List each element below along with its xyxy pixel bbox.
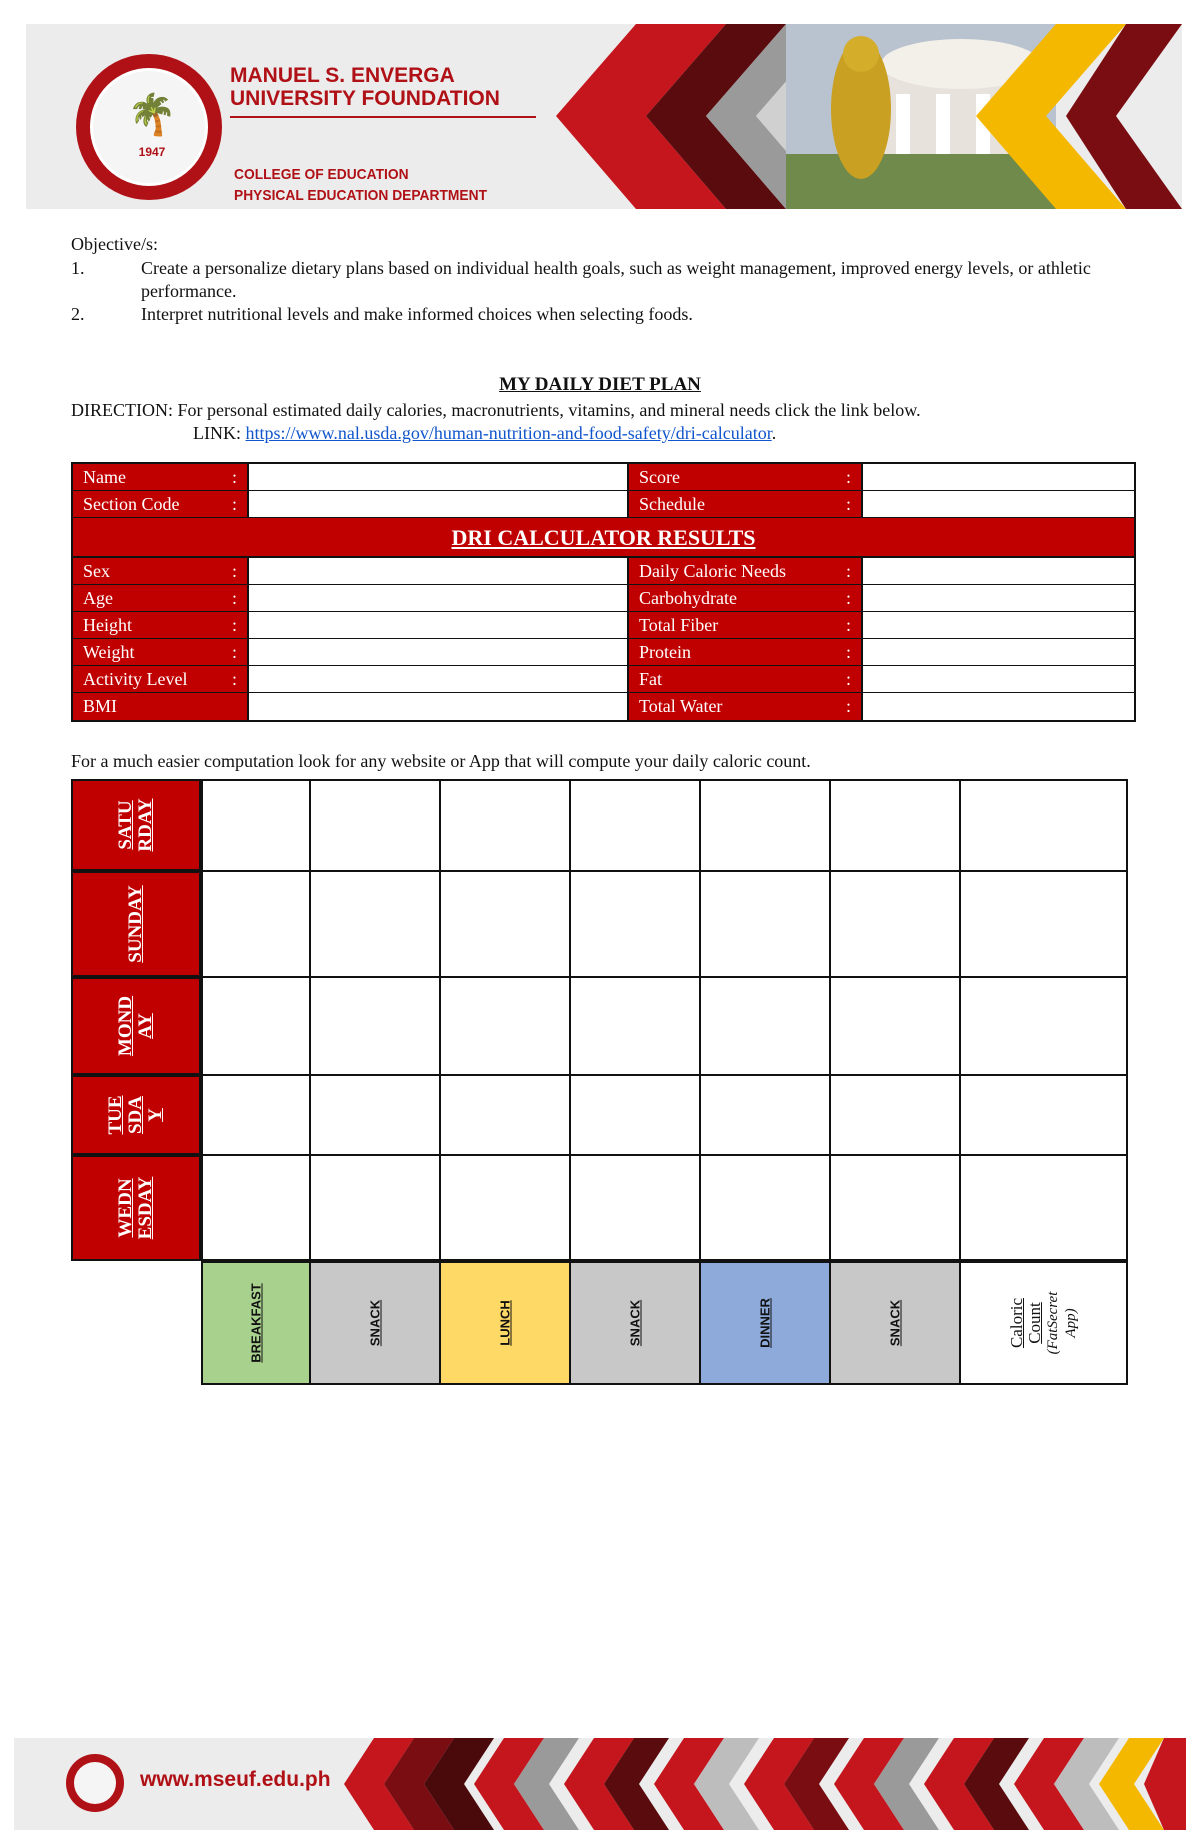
plan-title: MY DAILY DIET PLAN <box>499 374 701 395</box>
day-wednesday: WEDN ESDAY <box>71 1155 201 1261</box>
total-water-field[interactable] <box>863 693 1134 720</box>
score-label: Score : <box>629 464 863 490</box>
protein-field[interactable] <box>863 639 1134 665</box>
bmi-field[interactable] <box>249 693 629 720</box>
caloric-count-cell[interactable] <box>960 1155 1128 1261</box>
meal-cell[interactable] <box>830 1075 960 1155</box>
meal-cell[interactable] <box>830 779 960 871</box>
snack-header: SNACK <box>570 1261 700 1385</box>
weight-field[interactable] <box>249 639 629 665</box>
info-row <box>73 585 1134 612</box>
meal-cell[interactable] <box>310 779 440 871</box>
snack-header: SNACK <box>830 1261 960 1385</box>
day-sunday: SUNDAY <box>71 871 201 977</box>
footer-seal <box>66 1754 124 1812</box>
dri-results-header: DRI CALCULATOR RESULTS <box>73 518 1134 558</box>
dri-calculator-link[interactable]: https://www.nal.usda.gov/human-nutrition-and-food-safety/dri-calculator <box>245 423 772 443</box>
info-row <box>73 612 1134 639</box>
day-monday: MOND AY <box>71 977 201 1075</box>
meal-cell[interactable] <box>310 1075 440 1155</box>
meal-cell[interactable] <box>201 871 310 977</box>
carbohydrate-field[interactable] <box>863 585 1134 611</box>
direction-text: DIRECTION: For personal estimated daily calories, macronutrients, vitamins, and mineral needs click the link below. <box>71 400 921 420</box>
activity-level-label: Activity Level : <box>73 666 249 692</box>
meal-cell[interactable] <box>570 871 700 977</box>
meal-cell[interactable] <box>440 1155 570 1261</box>
meal-cell[interactable] <box>310 977 440 1075</box>
info-row <box>73 464 1134 491</box>
schedule-label: Schedule : <box>629 491 863 517</box>
day-saturday: SATU RDAY <box>71 779 201 871</box>
height-label: Height : <box>73 612 249 638</box>
name-label: Name : <box>73 464 249 490</box>
footer-banner <box>14 1738 1186 1830</box>
meal-cell[interactable] <box>700 1155 830 1261</box>
section-code-field[interactable] <box>249 491 629 517</box>
total-fiber-field[interactable] <box>863 612 1134 638</box>
university-seal <box>76 54 222 200</box>
seal-year: 1947 <box>138 145 166 159</box>
sex-field[interactable] <box>249 558 629 584</box>
meal-cell[interactable] <box>700 977 830 1075</box>
height-field[interactable] <box>249 612 629 638</box>
meal-cell[interactable] <box>700 779 830 871</box>
meal-cell[interactable] <box>570 977 700 1075</box>
total-fiber-label: Total Fiber : <box>629 612 863 638</box>
total-water-label: Total Water : <box>629 693 863 720</box>
header-divider <box>230 116 536 118</box>
palm-tree-icon: 🌴 <box>127 92 177 137</box>
meal-cell[interactable] <box>201 779 310 871</box>
day-tuesday: TUE SDA Y <box>71 1075 201 1155</box>
caloric-count-header: Caloric Count (FatSecret App) <box>960 1261 1128 1385</box>
easier-computation-note: For a much easier computation look for any website or App that will compute your daily caloric count. <box>71 751 811 771</box>
meal-cell[interactable] <box>570 1075 700 1155</box>
meal-cell[interactable] <box>570 1155 700 1261</box>
sex-label: Sex : <box>73 558 249 584</box>
meal-cell[interactable] <box>201 1075 310 1155</box>
schedule-field[interactable] <box>863 491 1134 517</box>
fat-field[interactable] <box>863 666 1134 692</box>
daily-caloric-needs-field[interactable] <box>863 558 1134 584</box>
info-row <box>73 491 1134 518</box>
college-name: COLLEGE OF EDUCATION PHYSICAL EDUCATION DEPARTMENT <box>234 166 488 204</box>
student-info-table <box>71 462 1136 722</box>
lunch-header: LUNCH <box>440 1261 570 1385</box>
age-field[interactable] <box>249 585 629 611</box>
caloric-count-cell[interactable] <box>960 977 1128 1075</box>
info-row <box>73 639 1134 666</box>
meal-cell[interactable] <box>201 977 310 1075</box>
meal-cell[interactable] <box>700 1075 830 1155</box>
link-line: LINK: https://www.nal.usda.gov/human-nutrition-and-food-safety/dri-calculator. <box>193 423 777 443</box>
snack-header: SNACK <box>310 1261 440 1385</box>
breakfast-header: BREAKFAST <box>201 1261 310 1385</box>
protein-label: Protein : <box>629 639 863 665</box>
age-label: Age : <box>73 585 249 611</box>
objectives-title: Objective/s: <box>71 234 158 254</box>
weight-label: Weight : <box>73 639 249 665</box>
carbohydrate-label: Carbohydrate : <box>629 585 863 611</box>
meal-cell[interactable] <box>310 1155 440 1261</box>
daily-caloric-needs-label: Daily Caloric Needs : <box>629 558 863 584</box>
meal-cell[interactable] <box>830 1155 960 1261</box>
objective-item: 1. Create a personalize dietary plans based on individual health goals, such as weight management, improved energy levels, or athletic performance. <box>71 258 1091 301</box>
meal-cell[interactable] <box>440 977 570 1075</box>
meal-cell[interactable] <box>570 779 700 871</box>
info-row <box>73 666 1134 693</box>
fat-label: Fat : <box>629 666 863 692</box>
header-banner <box>26 24 1182 209</box>
meal-cell[interactable] <box>830 977 960 1075</box>
name-field[interactable] <box>249 464 629 490</box>
website-url[interactable]: www.mseuf.edu.ph <box>140 1768 331 1791</box>
meal-cell[interactable] <box>700 871 830 977</box>
info-row <box>73 558 1134 585</box>
objectives-list <box>71 257 1131 326</box>
activity-level-field[interactable] <box>249 666 629 692</box>
university-name: MANUEL S. ENVERGA UNIVERSITY FOUNDATION <box>230 64 500 110</box>
meal-cell[interactable] <box>440 1075 570 1155</box>
info-row <box>73 693 1134 720</box>
meal-cell[interactable] <box>201 1155 310 1261</box>
caloric-count-cell[interactable] <box>960 779 1128 871</box>
dinner-header: DINNER <box>700 1261 830 1385</box>
bmi-label: BMI <box>73 693 249 720</box>
meal-cell[interactable] <box>440 779 570 871</box>
meal-cell[interactable] <box>830 871 960 977</box>
caloric-count-cell[interactable] <box>960 1075 1128 1155</box>
objective-item: 2. Interpret nutritional levels and make informed choices when selecting foods. <box>71 304 693 324</box>
section-code-label: Section Code : <box>73 491 249 517</box>
meal-cell[interactable] <box>310 871 440 977</box>
meal-cell[interactable] <box>440 871 570 977</box>
score-field[interactable] <box>863 464 1134 490</box>
caloric-count-cell[interactable] <box>960 871 1128 977</box>
